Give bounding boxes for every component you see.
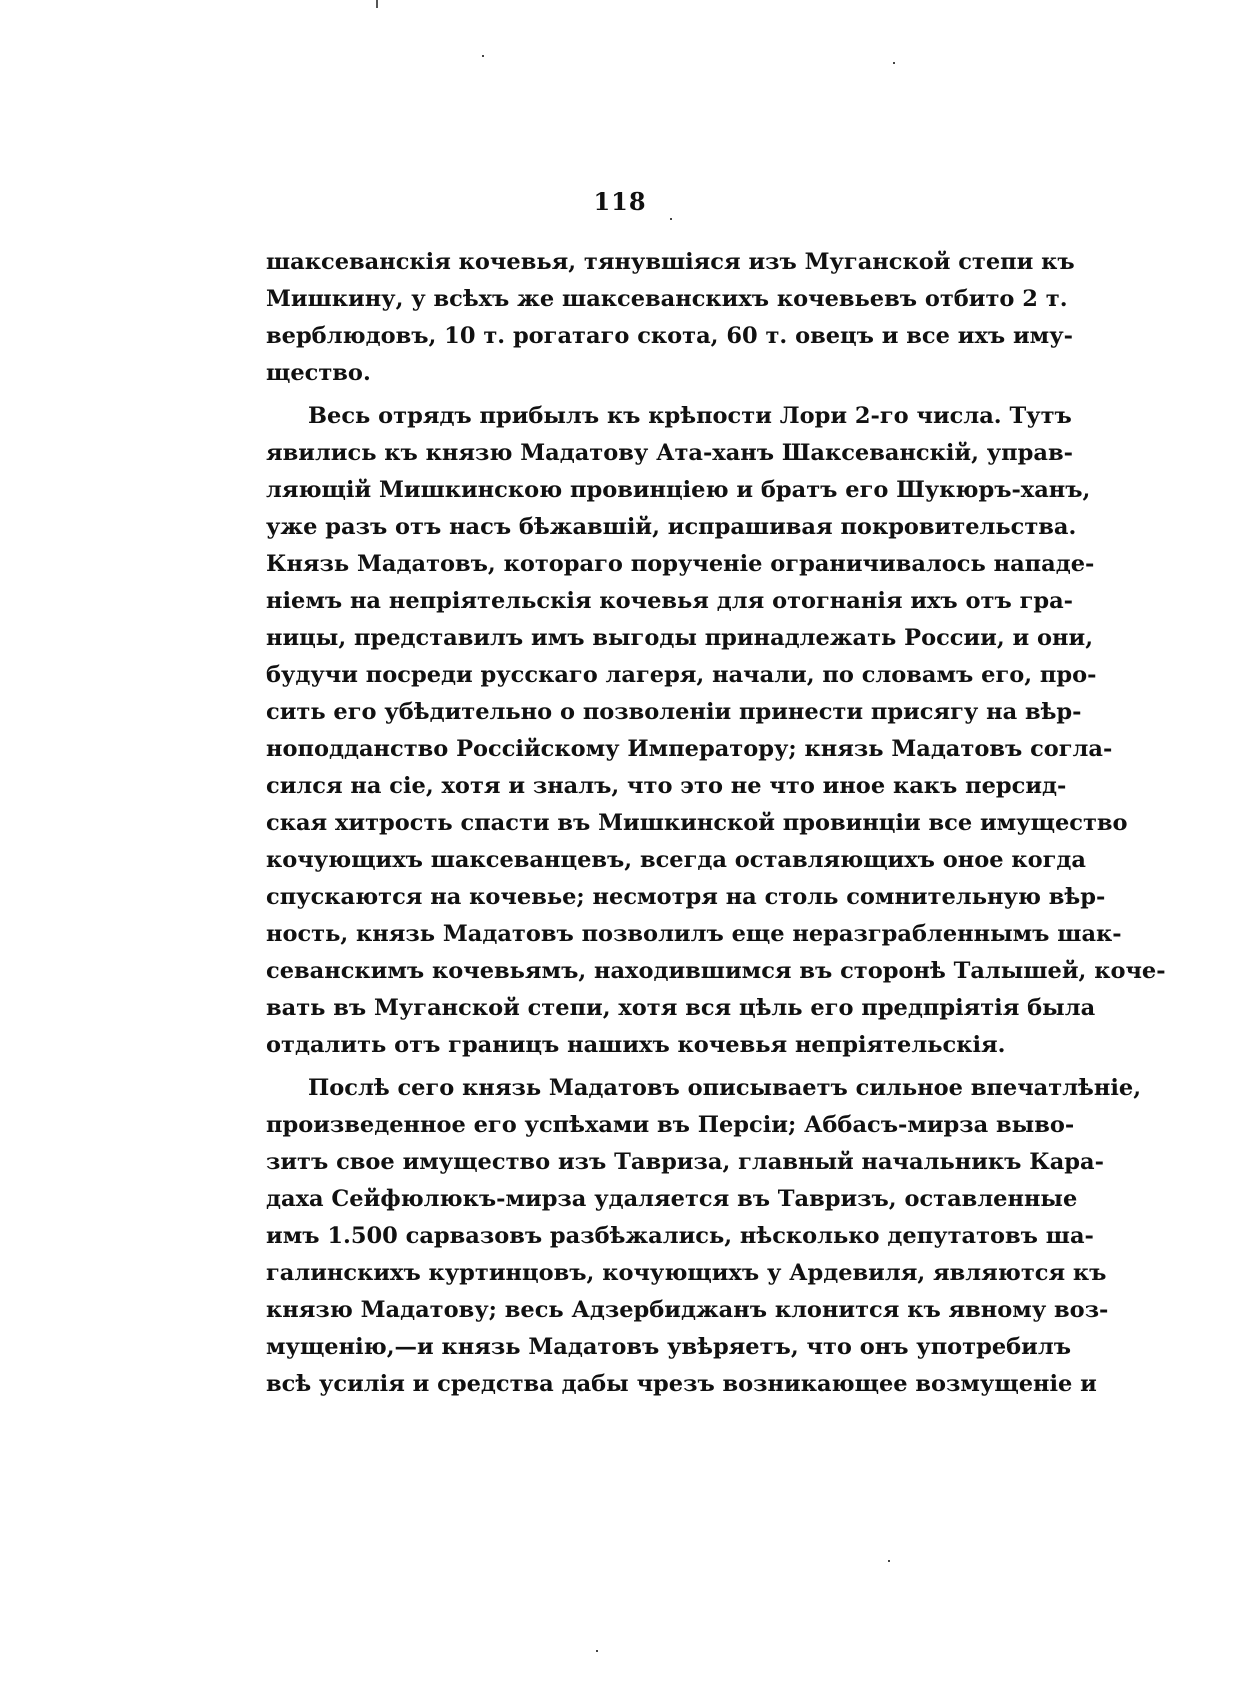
text-line: сить его убѣдительно о позволеніи принести присягу на вѣр- [266, 699, 1082, 725]
text-line: Послѣ сего князь Мадатовъ описываетъ сильное впечатлѣніе, [308, 1075, 1142, 1101]
scan-mark [376, 0, 378, 8]
text-line: вать въ Муганской степи, хотя вся цѣль его предпріятія была [266, 995, 1096, 1021]
text-line: князю Мадатову; весь Адзербиджанъ клонится къ явному воз- [266, 1297, 1109, 1323]
text-line: Мишкину, у всѣхъ же шаксеванскихъ кочевьевъ отбито 2 т. [266, 286, 1068, 312]
paragraph [266, 398, 1166, 1064]
text-line: ноподданство Россійскому Императору; князь Мадатовъ согла- [266, 736, 1113, 762]
text-line: севанскимъ кочевьямъ, находившимся въ сторонѣ Талышей, коче- [266, 958, 1166, 984]
text-line: зитъ свое имущество изъ Тавриза, главный начальникъ Кара- [266, 1149, 1104, 1175]
text-line: ность, князь Мадатовъ позволилъ еще неразграбленнымъ шак- [266, 921, 1122, 947]
text-line: всѣ усилія и средства дабы чрезъ возникающее возмущеніе и [266, 1371, 1097, 1397]
text-line: ляющій Мишкинскою провинціею и братъ его Шукюръ-ханъ, [266, 477, 1091, 503]
text-line: будучи посреди русскаго лагеря, начали, по словамъ его, про- [266, 662, 1097, 688]
paragraph [266, 244, 1075, 392]
text-line: шаксеванскія кочевья, тянувшіяся изъ Муганской степи къ [266, 249, 1075, 275]
text-line: имъ 1.500 сарвазовъ разбѣжались, нѣсколько депутатовъ ша- [266, 1223, 1094, 1249]
text-line: даха Сейфюлюкъ-мирза удаляется въ Тавризъ, оставленные [266, 1186, 1078, 1212]
text-line: спускаются на кочевье; несмотря на столь сомнительную вѣр- [266, 884, 1106, 910]
text-line: явились къ князю Мадатову Ата-ханъ Шаксеванскій, управ- [266, 440, 1073, 466]
scan-speck [596, 1650, 598, 1652]
text-line: сился на сіе, хотя и зналъ, что это не что иное какъ персид- [266, 773, 1067, 799]
page-number: 118 [593, 187, 647, 216]
body-text [266, 244, 1166, 1403]
scan-speck [670, 218, 672, 220]
text-line: ніемъ на непріятельскія кочевья для отогнанія ихъ отъ гра- [266, 588, 1074, 614]
scan-speck [888, 1560, 890, 1562]
scan-speck [893, 62, 895, 64]
text-line: уже разъ отъ насъ бѣжавшій, испрашивая покровительства. [266, 514, 1077, 540]
text-line: мущенію,—и князь Мадатовъ увѣряетъ, что онъ употребилъ [266, 1334, 1071, 1360]
text-line: ницы, представилъ имъ выгоды принадлежать России, и они, [266, 625, 1094, 651]
text-line: галинскихъ куртинцовъ, кочующихъ у Ардевиля, являются къ [266, 1260, 1107, 1286]
text-line: щество. [266, 360, 371, 386]
text-line: произведенное его успѣхами въ Персіи; Аббасъ-мирза выво- [266, 1112, 1075, 1138]
text-line: отдалить отъ границъ нашихъ кочевья непріятельскія. [266, 1032, 1006, 1058]
paragraph [266, 1070, 1142, 1403]
scan-speck [482, 55, 484, 57]
text-line: кочующихъ шаксеванцевъ, всегда оставляющихъ оное когда [266, 847, 1086, 873]
text-line: ская хитрость спасти въ Мишкинской провинціи все имущество [266, 810, 1128, 836]
text-line: Весь отрядъ прибылъ къ крѣпости Лори 2-го числа. Тутъ [308, 403, 1072, 429]
text-line: Князь Мадатовъ, котораго порученіе ограничивалось нападе- [266, 551, 1095, 577]
text-line: верблюдовъ, 10 т. рогатаго скота, 60 т. овецъ и все ихъ иму- [266, 323, 1073, 349]
